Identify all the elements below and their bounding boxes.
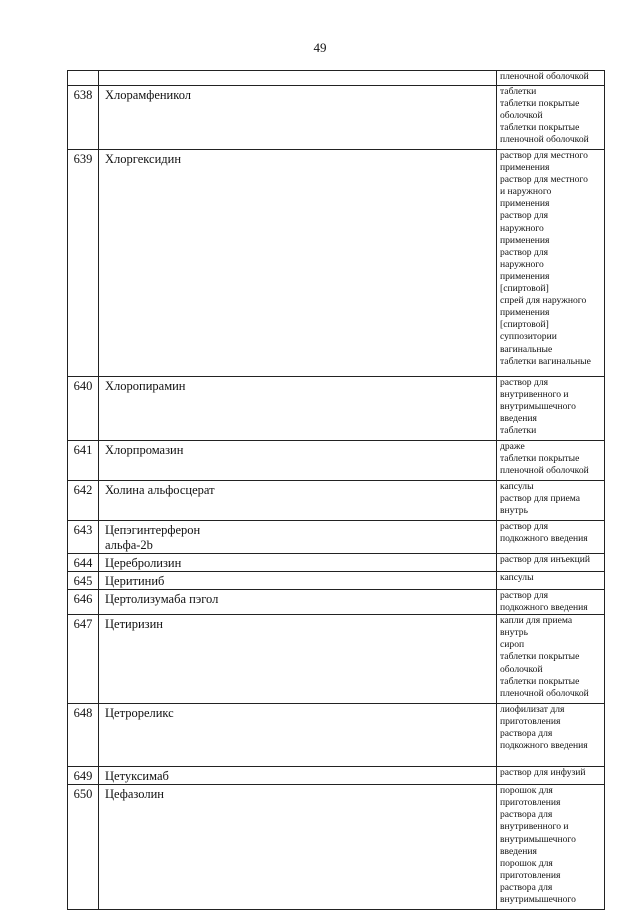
table-row <box>68 785 605 910</box>
drug-name-line: Цертолизумаба пэгол <box>105 592 219 606</box>
dosage-form-line: раствора для <box>500 728 553 740</box>
dosage-form-line: порошок для <box>500 785 553 797</box>
dosage-form-line: применения <box>500 234 550 246</box>
row-number-cell: 650 <box>68 785 99 910</box>
row-number-cell: 645 <box>68 572 99 590</box>
dosage-forms-cell <box>497 590 605 615</box>
dosage-form-line: [спиртовой] <box>500 283 549 295</box>
dosage-form-line: вагинальные <box>500 343 553 355</box>
row-number-cell: 640 <box>68 377 99 441</box>
dosage-forms-cell <box>497 785 605 910</box>
row-number-cell: 644 <box>68 554 99 572</box>
dosage-forms-cell <box>497 572 605 590</box>
dosage-form-line: наружного <box>500 222 544 234</box>
table-row <box>68 150 605 377</box>
dosage-form-line: [спиртовой] <box>500 319 549 331</box>
dosage-form-line: раствор для местного <box>500 150 588 161</box>
row-number-cell: 638 <box>68 86 99 150</box>
row-number-cell: 643 <box>68 521 99 554</box>
table-body <box>68 71 605 910</box>
dosage-form-line: раствор для <box>500 210 549 222</box>
dosage-form-line: таблетки <box>500 425 537 437</box>
dosage-forms-cell <box>497 441 605 481</box>
drug-name-cell <box>99 615 497 704</box>
dosage-form-line: применения <box>500 307 550 319</box>
dosage-form-line: пленочной оболочкой <box>500 465 589 477</box>
dosage-forms-cell <box>497 521 605 554</box>
row-number-cell <box>68 71 99 86</box>
dosage-forms-cell <box>497 481 605 521</box>
drug-name-line: Церебролизин <box>105 556 182 570</box>
table-row <box>68 704 605 767</box>
dosage-form-line: применения <box>500 162 550 174</box>
dosage-forms-cell <box>497 554 605 572</box>
row-number-cell: 649 <box>68 767 99 785</box>
drug-name-line: Цетрореликс <box>105 706 174 721</box>
drug-name-cell <box>99 521 497 554</box>
dosage-form-line: драже <box>500 441 525 452</box>
dosage-form-line: капсулы <box>500 572 534 583</box>
dosage-form-line: спрей для наружного <box>500 295 587 307</box>
drug-name-line: Хлорамфеникол <box>105 88 192 102</box>
table-row-continued <box>68 71 605 86</box>
dosage-form-line: лиофилизат для <box>500 704 565 716</box>
dosage-form-line: внутрь <box>500 627 528 639</box>
table-row <box>68 572 605 590</box>
dosage-form-line: таблетки покрытые <box>500 675 580 687</box>
dosage-forms-cell <box>497 150 605 377</box>
dosage-forms-cell <box>497 704 605 767</box>
drug-name-line: альфа-2b <box>105 538 153 552</box>
dosage-form-line: подкожного введения <box>500 602 588 614</box>
page-number: 49 <box>313 40 327 55</box>
dosage-forms-cell <box>497 86 605 150</box>
dosage-form-line: приготовления <box>500 869 561 881</box>
dosage-form-line: раствор для <box>500 377 549 388</box>
dosage-form-line: наружного <box>500 258 544 270</box>
drug-name-cell <box>99 86 497 150</box>
row-number-cell: 647 <box>68 615 99 704</box>
dosage-form-line: внутривенного и <box>500 821 569 833</box>
table-row <box>68 521 605 554</box>
dosage-form-line: пленочной оболочкой <box>500 71 589 82</box>
dosage-form-line: внутримышечного <box>500 894 576 906</box>
dosage-form-line: оболочкой <box>500 110 543 122</box>
drug-name-cell <box>99 481 497 521</box>
dosage-form-line: суппозитории <box>500 331 557 343</box>
dosage-form-line: приготовления <box>500 716 561 728</box>
drug-name-line: Цепэгинтерферон <box>105 523 201 537</box>
drug-name-cell <box>99 704 497 767</box>
dosage-form-line: раствор для приема <box>500 493 581 505</box>
dosage-forms-cell <box>497 377 605 441</box>
dosage-form-line: таблетки покрытые <box>500 651 580 663</box>
dosage-form-line: введения <box>500 413 537 425</box>
table-row <box>68 554 605 572</box>
drug-name-cell <box>99 554 497 572</box>
dosage-form-line: применения <box>500 270 550 282</box>
dosage-form-line: таблетки покрытые <box>500 453 580 465</box>
dosage-form-line: раствор для <box>500 590 549 601</box>
dosage-form-line: капли для приема <box>500 615 573 627</box>
drug-name-line: Цетуксимаб <box>105 769 169 784</box>
dosage-forms-cell <box>497 615 605 704</box>
drug-name-line: Хлоргексидин <box>105 152 182 166</box>
drug-name-cell <box>99 767 497 785</box>
dosage-form-line: внутрь <box>500 505 528 517</box>
row-number-cell: 642 <box>68 481 99 521</box>
drug-name-cell <box>99 377 497 441</box>
drug-name-line: Хлорпромазин <box>105 443 184 457</box>
row-number-cell: 639 <box>68 150 99 377</box>
dosage-form-line: подкожного введения <box>500 533 588 545</box>
dosage-form-line: введения <box>500 845 537 857</box>
drug-name-line: Цетиризин <box>105 617 163 632</box>
table-row <box>68 86 605 150</box>
dosage-form-line: оболочкой <box>500 663 543 675</box>
drug-name-cell <box>99 590 497 615</box>
table-row <box>68 481 605 521</box>
drug-name-line: Хлоропирамин <box>105 379 186 393</box>
drug-name-line: Церитиниб <box>105 574 165 588</box>
table-row <box>68 615 605 704</box>
dosage-form-line: сироп <box>500 639 525 651</box>
drug-name-cell <box>99 785 497 910</box>
drug-name-line: Цефазолин <box>105 787 164 802</box>
dosage-form-line: капсулы <box>500 481 534 492</box>
drug-table <box>67 70 605 910</box>
dosage-form-line: применения <box>500 198 550 210</box>
table-row <box>68 441 605 481</box>
drug-name-line: Холина альфосцерат <box>105 483 215 497</box>
dosage-form-line: таблетки <box>500 86 537 97</box>
table-row <box>68 767 605 785</box>
dosage-form-line: раствор для инфузий <box>500 767 586 779</box>
drug-name-cell <box>99 572 497 590</box>
dosage-form-line: таблетки вагинальные <box>500 355 591 367</box>
row-number-cell: 648 <box>68 704 99 767</box>
table-row <box>68 590 605 615</box>
dosage-form-line: раствор для инъекций <box>500 554 590 565</box>
drug-name-cell <box>99 441 497 481</box>
row-number-cell: 641 <box>68 441 99 481</box>
dosage-form-line: таблетки покрытые <box>500 98 580 110</box>
dosage-form-line: подкожного введения <box>500 740 588 752</box>
dosage-form-line: раствор для <box>500 246 549 258</box>
dosage-form-line: раствора для <box>500 881 553 893</box>
table-row <box>68 377 605 441</box>
dosage-form-line: раствор для <box>500 521 549 532</box>
dosage-forms-cell <box>497 71 605 86</box>
dosage-form-line: внутривенного и <box>500 389 569 401</box>
dosage-form-line: раствора для <box>500 809 553 821</box>
dosage-forms-cell <box>497 767 605 785</box>
dosage-form-line: порошок для <box>500 857 553 869</box>
dosage-form-line: и наружного <box>500 186 552 198</box>
dosage-form-line: пленочной оболочкой <box>500 687 589 699</box>
dosage-form-line: внутримышечного <box>500 833 576 845</box>
dosage-form-line: пленочной оболочкой <box>500 134 589 146</box>
dosage-form-line: приготовления <box>500 797 561 809</box>
dosage-form-line: раствор для местного <box>500 174 588 186</box>
dosage-form-line: внутримышечного <box>500 401 576 413</box>
row-number-cell: 646 <box>68 590 99 615</box>
drug-name-cell <box>99 150 497 377</box>
dosage-form-line: таблетки покрытые <box>500 122 580 134</box>
drug-name-cell <box>99 71 497 86</box>
